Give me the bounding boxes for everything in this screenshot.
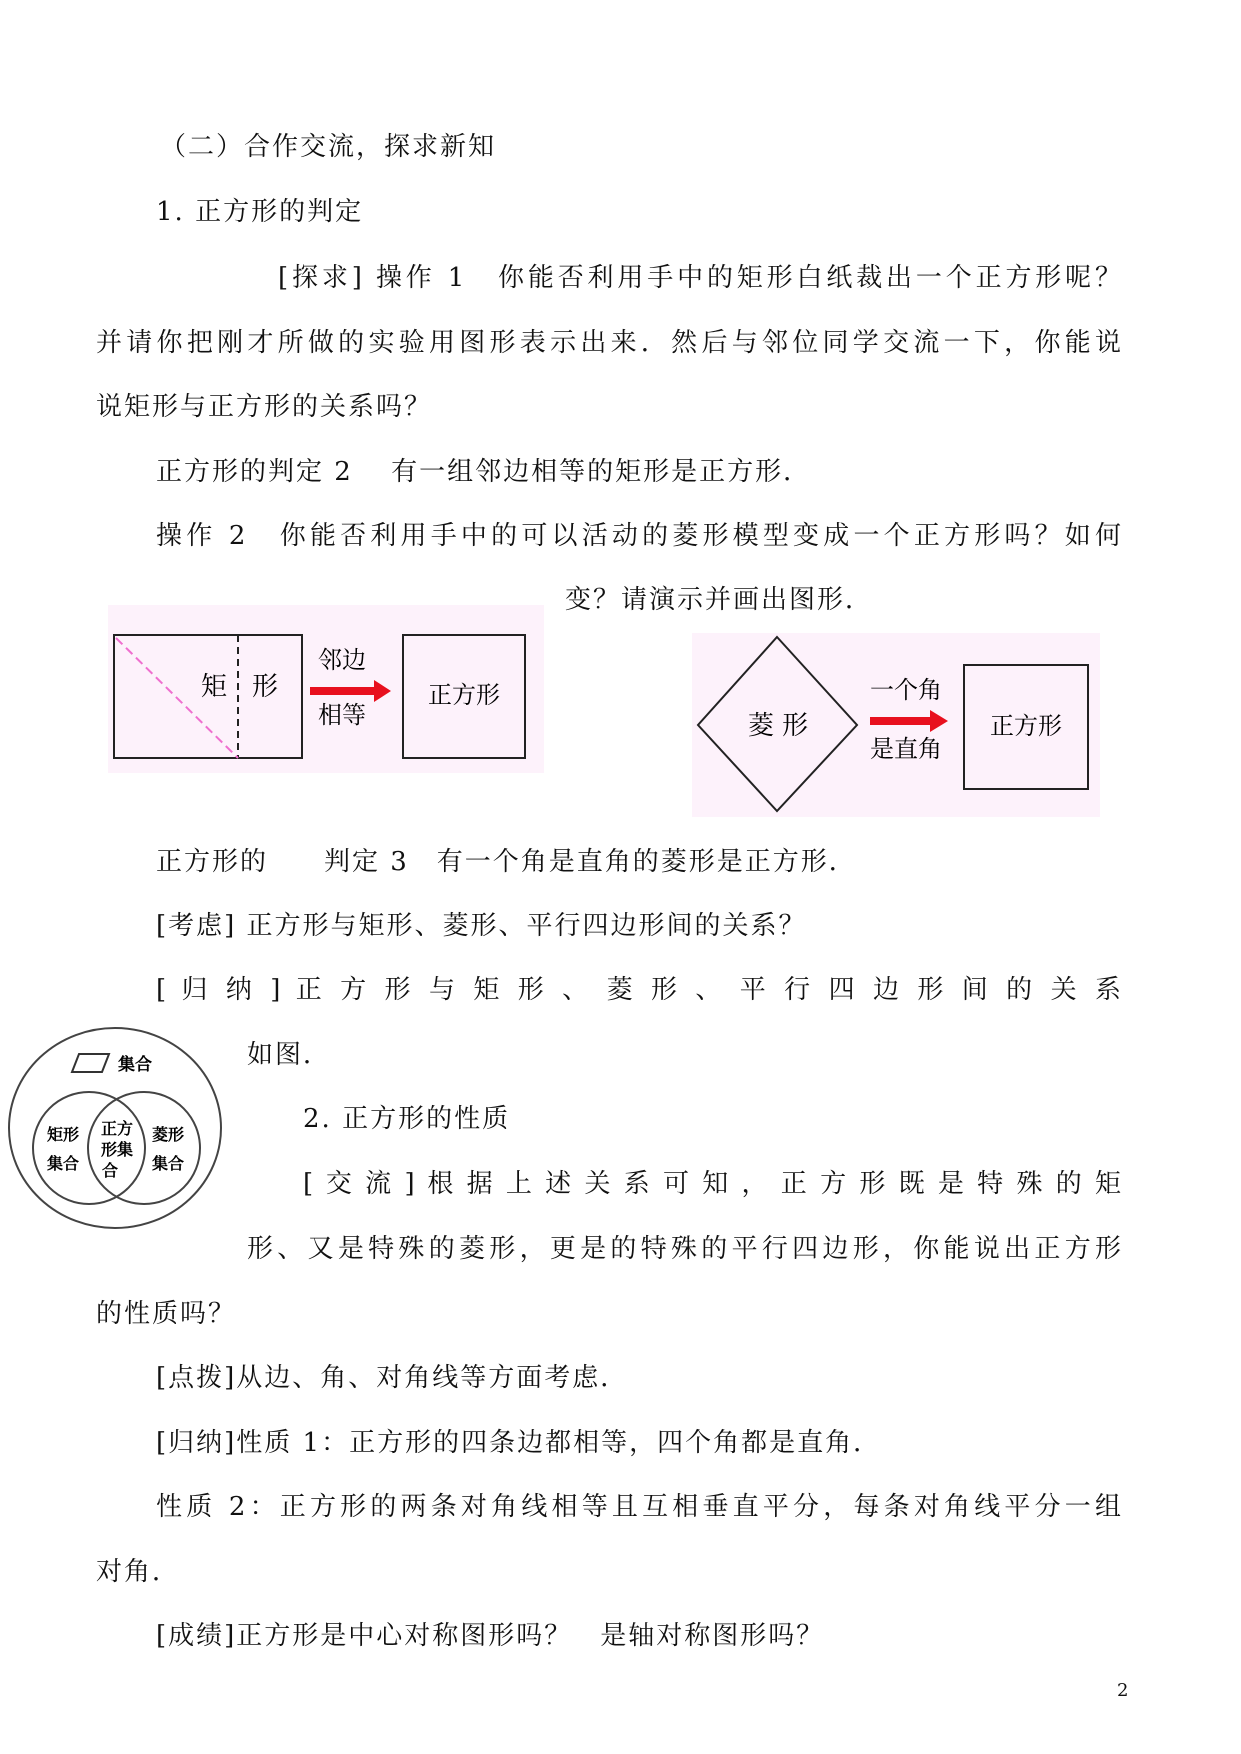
rectangle-set-label-top: 矩形 [46,1125,80,1144]
exchange-2: 形、又是特殊的菱形，更是的特殊的平行四边形，你能说出正方形 [247,1234,1123,1264]
as-shown: 如图． [247,1040,332,1070]
rhombus-to-square-figure [692,633,1100,817]
property-1: [归纳]性质 1：正方形的四条边都相等，四个角都是直角． [156,1428,882,1458]
judgement-2: 正方形的判定 2 有一组邻边相等的矩形是正方形． [156,457,812,487]
page-number: 2 [1117,1680,1129,1701]
operation-2-cont: 变？请演示并画出图形． [565,585,874,615]
property-2: 性质 2：正方形的两条对角线相等且互相垂直平分，每条对角线平分一组 [156,1492,1123,1522]
venn-diagram [5,1024,225,1234]
arrow2-label-top: 一个角 [870,676,942,704]
exchange-3: 的性质吗？ [96,1299,237,1329]
square-set-label-middle: 形集 [100,1140,134,1159]
subheading-judgement: 1. 正方形的判定 [156,197,364,227]
paragraph-explore-2: 并请你把刚才所做的实验用图形表示出来．然后与邻位同学交流一下，你能说 [96,328,1123,358]
square-set-label-top: 正方 [100,1119,134,1138]
paragraph-explore-1: [探求] 操作 1 你能否利用手中的矩形白纸裁出一个正方形呢？ [278,263,1123,293]
arrow-label-bottom: 相等 [318,701,366,729]
rectangle-set-label-bottom: 集合 [46,1154,80,1173]
hint: [点拨]从边、角、对角线等方面考虑． [156,1363,629,1393]
rhombus-label: 菱 形 [747,711,809,741]
rect-label-right: 形 [251,672,279,702]
square-set-label-bottom: 合 [101,1161,119,1180]
rect-label-left: 矩 [200,672,228,702]
result-question: [成绩]正方形是中心对称图形吗？ 是轴对称图形吗？ [156,1621,825,1651]
rhombus-set-label-top: 菱形 [151,1125,185,1144]
judgement-3: 正方形的 判定 3 有一个角是直角的菱形是正方形． [156,847,857,877]
exchange-1: [ 交 流 ] 根 据 上 述 关 系 可 知 ， 正 方 形 既 是 特 殊 的 矩 [303,1169,1123,1199]
arrow-label-top: 邻边 [318,646,366,674]
subheading-properties: 2. 正方形的性质 [303,1104,511,1134]
consider-question: [考虑] 正方形与矩形、菱形、平行四边形间的关系？ [156,911,807,941]
paragraph-explore-3: 说矩形与正方形的关系吗？ [96,392,433,422]
summary-relation: [ 归 纳 ] 正 方 形 与 矩 形 、 菱 形 、 平 行 四 边 形 间 的 关 系 [156,975,1123,1005]
property-2-cont: 对角． [96,1557,181,1587]
rectangle-to-square-figure [108,605,544,773]
parallelogram-icon [72,1054,109,1072]
arrow2-label-bottom: 是直角 [870,735,942,763]
square-label: 正方形 [428,681,500,709]
rhombus-set-label-bottom: 集合 [151,1154,185,1173]
section-heading: （二）合作交流，探求新知 [160,132,497,162]
square2-label: 正方形 [990,712,1062,740]
operation-2: 操作 2 你能否利用手中的可以活动的菱形模型变成一个正方形吗？如何 [156,521,1123,551]
outer-set-label: 集合 [118,1055,152,1075]
